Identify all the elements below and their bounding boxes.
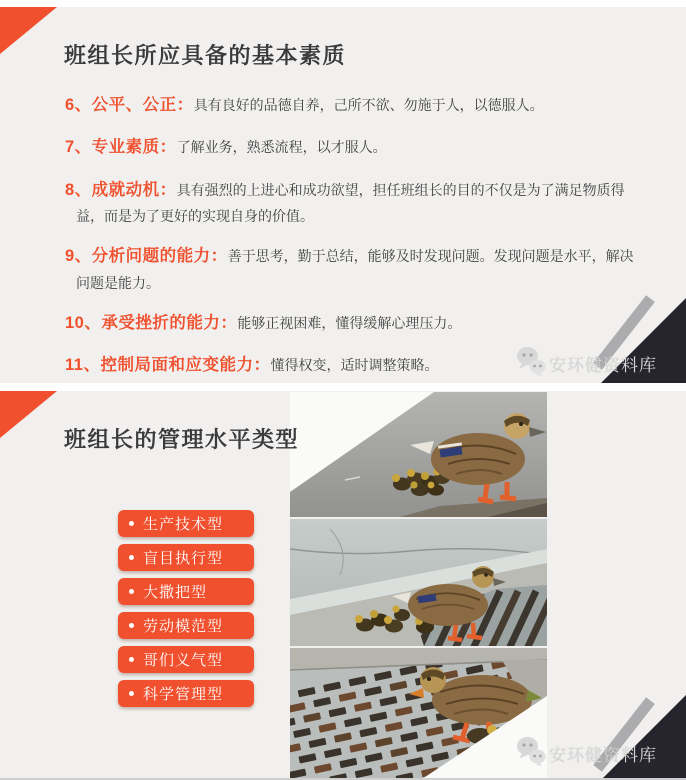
type-button bbox=[118, 612, 254, 639]
quality-item-list bbox=[0, 77, 686, 383]
item-desc: 懂得权变，适时调整策略。 bbox=[270, 357, 439, 374]
bullet-icon bbox=[129, 691, 134, 696]
type-button-label: 盲目执行型 bbox=[143, 550, 224, 567]
quality-item bbox=[65, 242, 642, 294]
type-button bbox=[118, 578, 254, 605]
slide1-title: 班组长所应具备的基本素质 bbox=[64, 42, 347, 68]
item-desc: 善于思考，勤于总结，能够及时发现问题。发现问题是水平，解决问题是能力。 bbox=[76, 248, 634, 291]
type-button bbox=[118, 544, 254, 571]
watermark bbox=[516, 735, 657, 772]
item-number-label: 9、分析问题的能力： bbox=[65, 247, 228, 266]
corner-accent-triangle bbox=[0, 7, 57, 54]
item-number-label: 6、公平、公正： bbox=[65, 96, 194, 114]
type-button bbox=[118, 646, 254, 673]
type-button bbox=[118, 680, 254, 707]
quality-item bbox=[65, 309, 642, 337]
type-button bbox=[118, 510, 254, 537]
type-button-label: 生产技术型 bbox=[143, 516, 224, 533]
bullet-icon bbox=[129, 589, 134, 594]
slide2-title: 班组长的管理水平类型 bbox=[64, 426, 300, 452]
watermark bbox=[516, 345, 657, 382]
watermark-text: 安环健资料库 bbox=[549, 356, 657, 375]
photo-stack bbox=[290, 392, 547, 779]
item-number-label: 8、成就动机： bbox=[65, 180, 177, 199]
type-button-label: 劳动模范型 bbox=[143, 618, 224, 635]
wechat-icon bbox=[516, 345, 546, 382]
quality-item bbox=[65, 133, 642, 161]
wechat-icon bbox=[516, 735, 546, 772]
type-button-label: 大撒把型 bbox=[143, 584, 208, 601]
item-desc: 能够正视困难，懂得缓解心理压力。 bbox=[237, 314, 462, 331]
slide-2 bbox=[0, 391, 686, 780]
bullet-icon bbox=[129, 521, 134, 526]
bullet-icon bbox=[129, 623, 134, 628]
type-button-label: 哥们义气型 bbox=[143, 652, 224, 669]
corner-accent-triangle bbox=[0, 391, 57, 438]
item-number-label: 7、专业素质： bbox=[65, 138, 177, 157]
photo-duck-on-grate bbox=[290, 519, 547, 646]
quality-item bbox=[65, 176, 642, 228]
type-button-label: 科学管理型 bbox=[143, 686, 224, 703]
bullet-icon bbox=[129, 555, 134, 560]
photo-duck-with-ducklings-road bbox=[290, 392, 547, 517]
slide-1 bbox=[0, 7, 686, 383]
type-button-list bbox=[118, 510, 254, 714]
bullet-icon bbox=[129, 657, 134, 662]
photo-duck-closeup-grate bbox=[290, 648, 547, 779]
quality-item bbox=[65, 91, 642, 119]
item-number-label: 10、承受挫折的能力： bbox=[65, 313, 238, 332]
item-number-label: 11、控制局面和应变能力： bbox=[65, 356, 271, 375]
item-desc: 具有强烈的上进心和成功欲望，担任班组长的目的不仅是为了满足物质得益，而是为了更好的实现自身的价值。 bbox=[76, 181, 625, 225]
item-desc: 了解业务，熟悉流程，以才服人。 bbox=[176, 139, 387, 156]
item-desc: 具有良好的品德自养，己所不欲、勿施于人，以德服人。 bbox=[193, 97, 544, 113]
watermark-text: 安环健资料库 bbox=[549, 746, 657, 765]
